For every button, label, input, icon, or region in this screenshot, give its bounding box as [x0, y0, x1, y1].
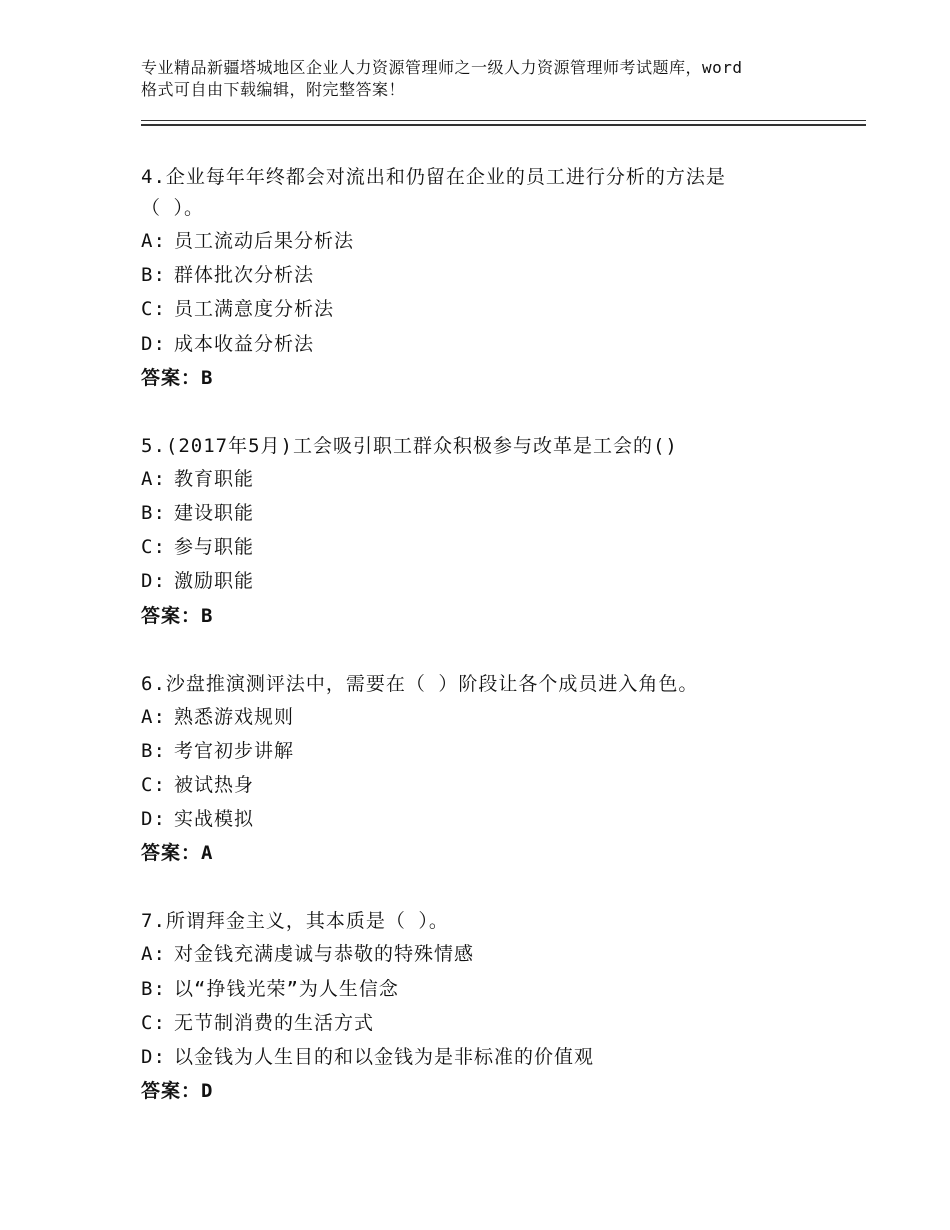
option-c	[141, 768, 861, 802]
question-item	[141, 162, 861, 395]
option-label: A:	[141, 705, 166, 728]
answer-value: A	[201, 842, 214, 865]
answer-line	[141, 1074, 861, 1108]
option-c	[141, 292, 861, 326]
option-text: 激励职能	[174, 570, 255, 593]
option-label: B:	[141, 739, 166, 762]
option-label: C:	[141, 774, 166, 797]
option-text: 员工满意度分析法	[174, 298, 335, 321]
answer-label: 答案：	[141, 366, 202, 389]
option-text: 成本收益分析法	[174, 332, 315, 355]
question-stem	[141, 431, 861, 462]
answer-line	[141, 836, 861, 870]
question-stem-line: 6.沙盘推演测评法中，需要在（ ）阶段让各个成员进入角色。	[141, 672, 699, 695]
answer-label: 答案：	[141, 604, 202, 627]
option-d	[141, 327, 861, 361]
option-c	[141, 530, 861, 564]
option-c	[141, 1006, 861, 1040]
question-stem-line: 4.企业每年年终都会对流出和仍留在企业的员工进行分析的方法是	[141, 166, 726, 188]
option-text: 以“挣钱光荣”为人生信念	[174, 977, 399, 1000]
option-a	[141, 937, 861, 971]
answer-value: B	[201, 366, 214, 389]
option-text: 考官初步讲解	[174, 739, 295, 762]
option-label: B:	[141, 977, 166, 1000]
option-text: 建设职能	[174, 502, 255, 525]
option-label: A:	[141, 943, 166, 966]
option-text: 对金钱充满虔诚与恭敬的特殊情感	[174, 943, 475, 966]
option-label: D:	[141, 808, 166, 831]
option-label: D:	[141, 1046, 166, 1069]
option-a	[141, 224, 861, 258]
option-b	[141, 972, 861, 1006]
option-b	[141, 258, 861, 292]
option-text: 参与职能	[174, 536, 255, 559]
option-text: 员工流动后果分析法	[174, 230, 355, 252]
answer-label: 答案：	[141, 1080, 202, 1103]
header-divider-thin	[141, 120, 866, 121]
option-label: B:	[141, 502, 166, 525]
header-line-2: 格式可自由下载编辑，附完整答案！	[141, 80, 406, 99]
option-text: 被试热身	[174, 774, 255, 797]
question-item	[141, 906, 861, 1108]
option-label: D:	[141, 332, 166, 355]
option-d	[141, 802, 861, 836]
option-b	[141, 496, 861, 530]
question-stem	[141, 906, 861, 937]
question-stem-line: 5.(2017年5月)工会吸引职工群众积极参与改革是工会的()	[141, 434, 678, 457]
option-label: C:	[141, 298, 166, 321]
option-d	[141, 564, 861, 598]
option-label: C:	[141, 536, 166, 559]
answer-value: B	[201, 604, 214, 627]
answer-value: D	[201, 1080, 214, 1103]
document-header	[141, 57, 841, 101]
answer-line	[141, 361, 861, 395]
question-list	[141, 162, 861, 1108]
question-spacer	[141, 633, 861, 669]
question-item	[141, 669, 861, 871]
question-item	[141, 431, 861, 633]
option-label: A:	[141, 467, 166, 490]
question-stem-line: 7.所谓拜金主义，其本质是（ ）。	[141, 910, 449, 933]
option-text: 实战模拟	[174, 808, 255, 831]
answer-label: 答案：	[141, 842, 202, 865]
header-line-1: 专业精品新疆塔城地区企业人力资源管理师之一级人力资源管理师考试题库，word	[141, 58, 743, 77]
option-b	[141, 734, 861, 768]
option-label: A:	[141, 230, 166, 252]
option-text: 教育职能	[174, 467, 255, 490]
option-label: C:	[141, 1011, 166, 1034]
option-label: B:	[141, 264, 166, 287]
question-stem	[141, 162, 861, 224]
question-spacer	[141, 870, 861, 906]
option-label: D:	[141, 570, 166, 593]
option-a	[141, 700, 861, 734]
option-text: 群体批次分析法	[174, 264, 315, 287]
answer-line	[141, 599, 861, 633]
option-text: 以金钱为人生目的和以金钱为是非标准的价值观	[174, 1046, 595, 1069]
option-text: 熟悉游戏规则	[174, 705, 295, 728]
option-text: 无节制消费的生活方式	[174, 1011, 375, 1034]
option-a	[141, 462, 861, 496]
option-d	[141, 1040, 861, 1074]
question-stem	[141, 669, 861, 700]
question-stem-line: （ ）。	[141, 197, 204, 219]
question-spacer	[141, 395, 861, 431]
header-divider-thick	[141, 124, 866, 126]
